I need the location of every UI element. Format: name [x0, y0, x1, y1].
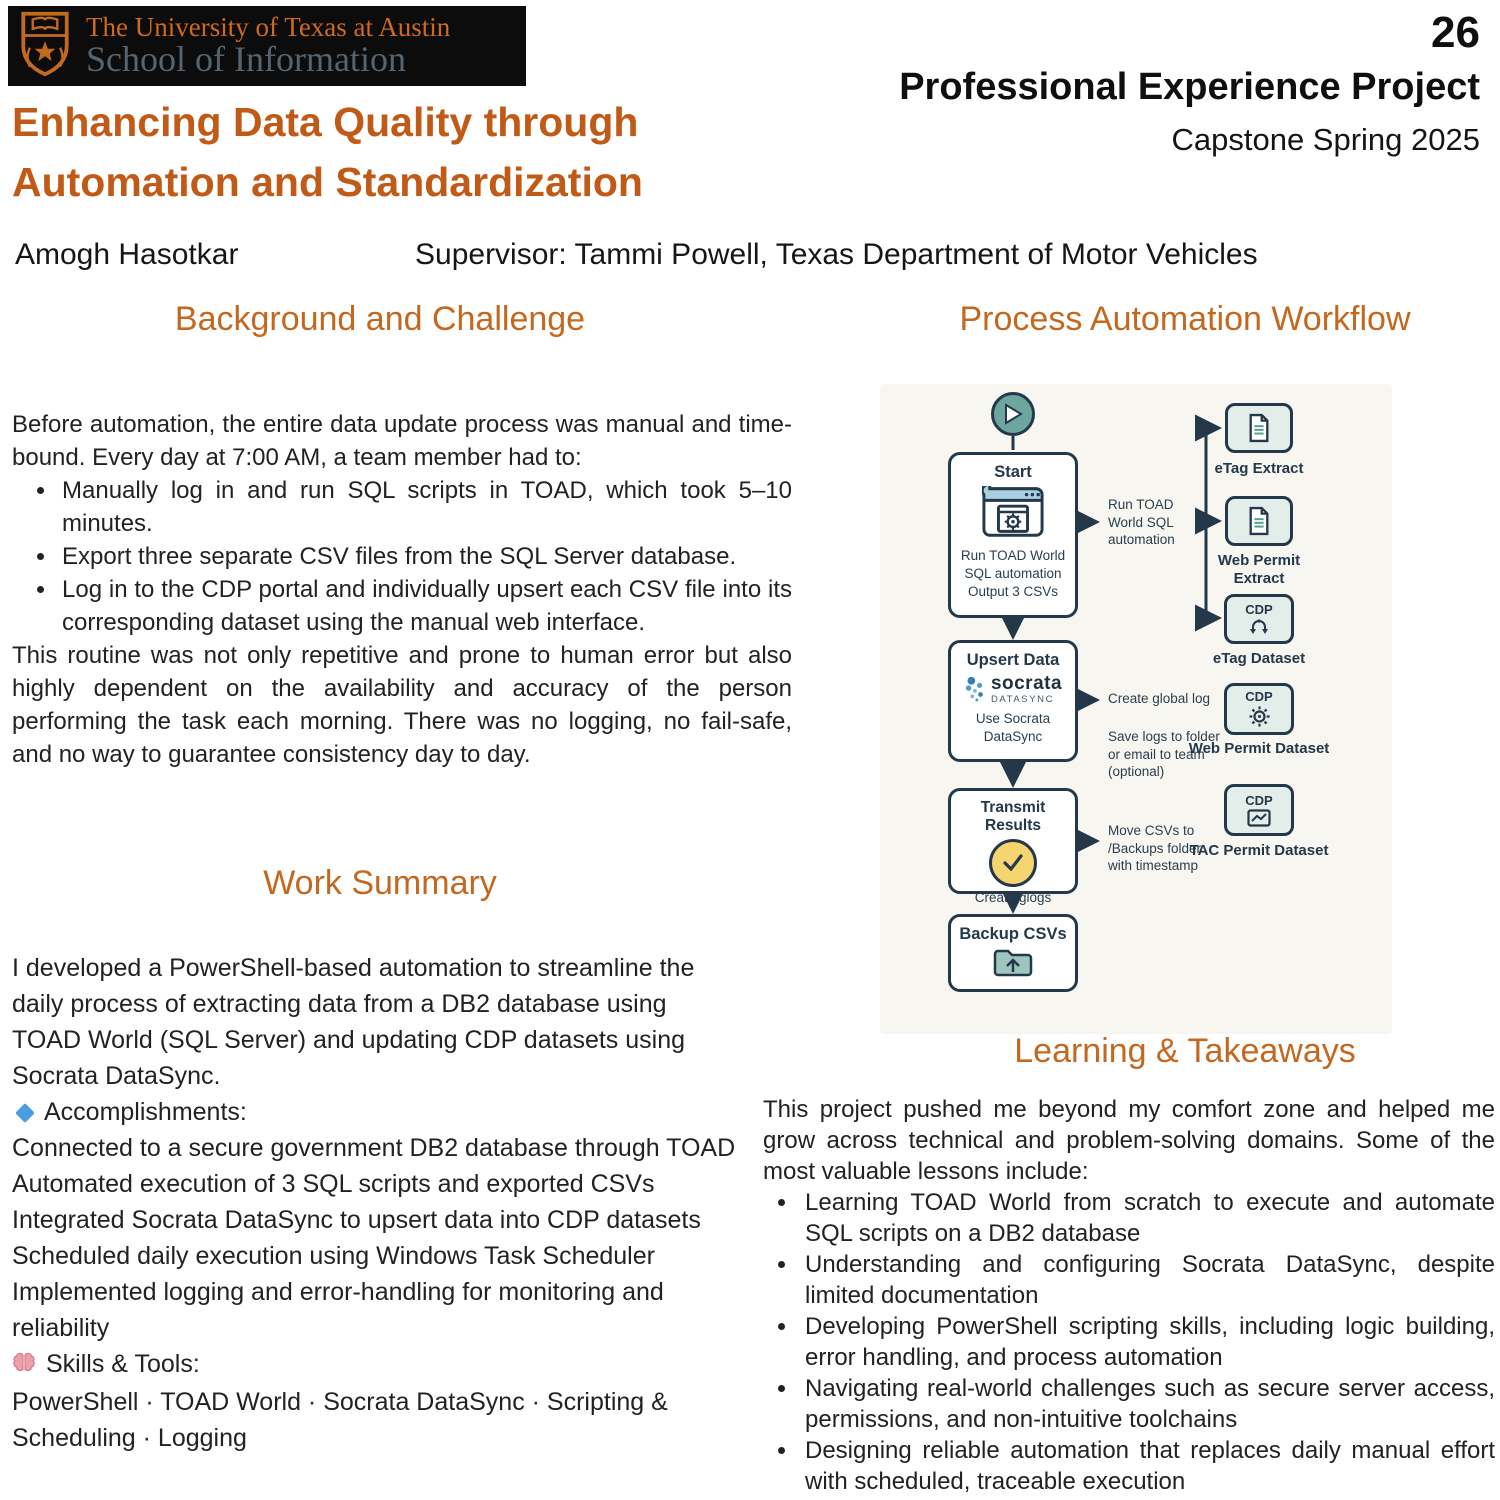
background-bullet: • Export three separate CSV files from the SQL Server database.	[58, 540, 792, 573]
browser-gear-icon	[951, 486, 1075, 543]
work-summary-heading: Work Summary	[263, 864, 497, 902]
document-icon	[1247, 413, 1271, 443]
check-circle-icon	[989, 839, 1037, 887]
brain-icon	[12, 1348, 36, 1384]
gear-icon	[1248, 705, 1271, 728]
upsert-node-caption: Use Socrata DataSync	[975, 710, 1051, 744]
poster-title-line2: Automation and Standardization	[12, 159, 643, 205]
process-workflow-diagram	[880, 384, 1392, 1034]
term-label: Capstone Spring 2025	[1171, 122, 1480, 157]
background-body	[12, 408, 792, 771]
learning-bullet: • Learning TOAD World from scratch to execute and automate SQL scripts on a DB2 database	[799, 1187, 1495, 1249]
skills-label-row	[12, 1346, 738, 1384]
create-log-annotation: Create global log	[1108, 691, 1211, 706]
background-outro: This routine was not only repetitive and prone to human error but also highly dependent on the availability and accuracy of the person performing the task each morning. There was no logging, no fail-safe, and no way to guarantee consistency day to day.	[12, 642, 792, 768]
etag-extract-label: eTag Extract	[1214, 460, 1304, 477]
accomplishments-label-row	[12, 1094, 738, 1130]
web-permit-extract-label: Web Permit Extract	[1217, 552, 1301, 587]
start-node-label: Start	[994, 463, 1032, 481]
upsert-node-label: Upsert Data	[966, 651, 1060, 669]
learning-bullet: • Understanding and configuring Socrata DataSync, despite limited documentation	[799, 1249, 1495, 1311]
transmit-node-label: Transmit Results	[980, 799, 1046, 834]
web-permit-dataset-label: Web Permit Dataset	[1188, 740, 1330, 757]
socrata-datasync-logo	[951, 674, 1075, 705]
page-number: 26	[1431, 8, 1480, 57]
learning-bullet: • Designing reliable automation that replaces daily manual effort with scheduled, traceable execution	[799, 1435, 1495, 1497]
run-toad-annotation: Run TOAD World SQL automation	[1108, 497, 1175, 548]
cdp-label: CDP	[1245, 689, 1273, 704]
author-name: Amogh Hasotkar	[15, 238, 239, 271]
socrata-dots-icon	[964, 674, 986, 704]
blue-diamond-icon	[15, 1103, 35, 1123]
etag-extract-box	[1225, 403, 1293, 453]
socrata-wordmark: socrata	[990, 673, 1063, 694]
background-bullet: • Log in to the CDP portal and individually upsert each CSV file into its corresponding dataset using the manual web interface.	[58, 573, 792, 639]
accomplishments-label: Accomplishments:	[44, 1098, 247, 1126]
learning-body	[763, 1094, 1495, 1497]
transmit-node-caption: Create glogs	[974, 890, 1052, 905]
poster-title	[12, 92, 772, 212]
learning-bullet: • Navigating real-world challenges such as secure server access, permissions, and non-intuitive toolchains	[799, 1373, 1495, 1435]
learning-bullet: • Developing PowerShell scripting skills, including logic building, error handling, and process automation	[799, 1311, 1495, 1373]
cdp-web-permit-dataset-box	[1224, 683, 1294, 735]
merge-branch-icon	[1248, 618, 1270, 635]
supervisor-line: Supervisor: Tammi Powell, Texas Department of Motor Vehicles	[415, 238, 1258, 271]
cdp-label: CDP	[1245, 792, 1273, 808]
learning-heading: Learning & Takeaways	[1014, 1032, 1356, 1070]
start-node	[948, 452, 1078, 618]
university-logo	[8, 6, 526, 86]
document-icon	[1247, 506, 1271, 536]
cdp-tac-permit-dataset-box	[1224, 784, 1294, 836]
accomplishment-item: Implemented logging and error-handling for monitoring and reliability	[12, 1278, 664, 1342]
accomplishment-item: Automated execution of 3 SQL scripts and exported CSVs	[12, 1170, 655, 1198]
learning-intro: This project pushed me beyond my comfort zone and helped me grow across technical and problem-solving domains. Some of the most valuable lessons include:	[763, 1096, 1495, 1185]
accomplishment-item: Integrated Socrata DataSync to upsert data into CDP datasets	[12, 1206, 701, 1234]
ut-shield-icon	[16, 10, 74, 83]
accomplishment-item: Connected to a secure government DB2 database through TOAD	[12, 1134, 736, 1162]
cdp-label: CDP	[1245, 602, 1273, 617]
cdp-etag-dataset-box	[1224, 594, 1294, 644]
work-summary-intro: I developed a PowerShell-based automation to streamline the daily process of extracting data from a DB2 database using TOAD World (SQL Server) and updating CDP datasets using Socrata DataSync.	[12, 954, 695, 1090]
skills-list: PowerShell · TOAD World · Socrata DataSync · Scripting & Scheduling · Logging	[12, 1388, 668, 1452]
poster-title-line1: Enhancing Data Quality through	[12, 99, 639, 145]
export-page-icon	[1247, 809, 1271, 827]
skills-label: Skills & Tools:	[46, 1350, 200, 1378]
learning-bullet-list	[763, 1187, 1495, 1497]
start-node-caption: Run TOAD World SQL automation Output 3 CSVs	[960, 548, 1066, 600]
datasync-wordmark: DATASYNC	[990, 694, 1055, 705]
project-type-heading: Professional Experience Project	[899, 66, 1480, 108]
background-bullet: • Manually log in and run SQL scripts in TOAD, which took 5–10 minutes.	[58, 474, 792, 540]
web-permit-extract-box	[1225, 496, 1293, 546]
workflow-heading: Process Automation Workflow	[959, 300, 1411, 338]
tac-permit-dataset-label: TAC Permit Dataset	[1189, 842, 1329, 859]
background-heading: Background and Challenge	[174, 300, 586, 338]
logo-school-name: School of Information	[86, 39, 406, 80]
etag-dataset-label: eTag Dataset	[1212, 650, 1306, 667]
backup-node-label: Backup CSVs	[959, 925, 1067, 943]
start-play-icon	[991, 392, 1035, 436]
folder-upload-icon	[951, 946, 1075, 983]
logo-university-name: The University of Texas at Austin	[86, 11, 451, 42]
background-intro: Before automation, the entire data update process was manual and time-bound. Every day at 7:00 AM, a team member had to:	[12, 411, 792, 471]
accomplishment-item: Scheduled daily execution using Windows Task Scheduler	[12, 1242, 655, 1270]
move-csvs-annotation: Move CSVs to /Backups folder with timestamp	[1108, 823, 1202, 874]
work-summary-body	[12, 950, 738, 1456]
backup-csvs-node	[948, 914, 1078, 992]
save-logs-annotation: Save logs to folder or email to team (optional)	[1108, 729, 1220, 780]
upsert-data-node	[948, 640, 1078, 762]
background-bullet-list	[12, 474, 792, 639]
transmit-results-node	[948, 788, 1078, 905]
